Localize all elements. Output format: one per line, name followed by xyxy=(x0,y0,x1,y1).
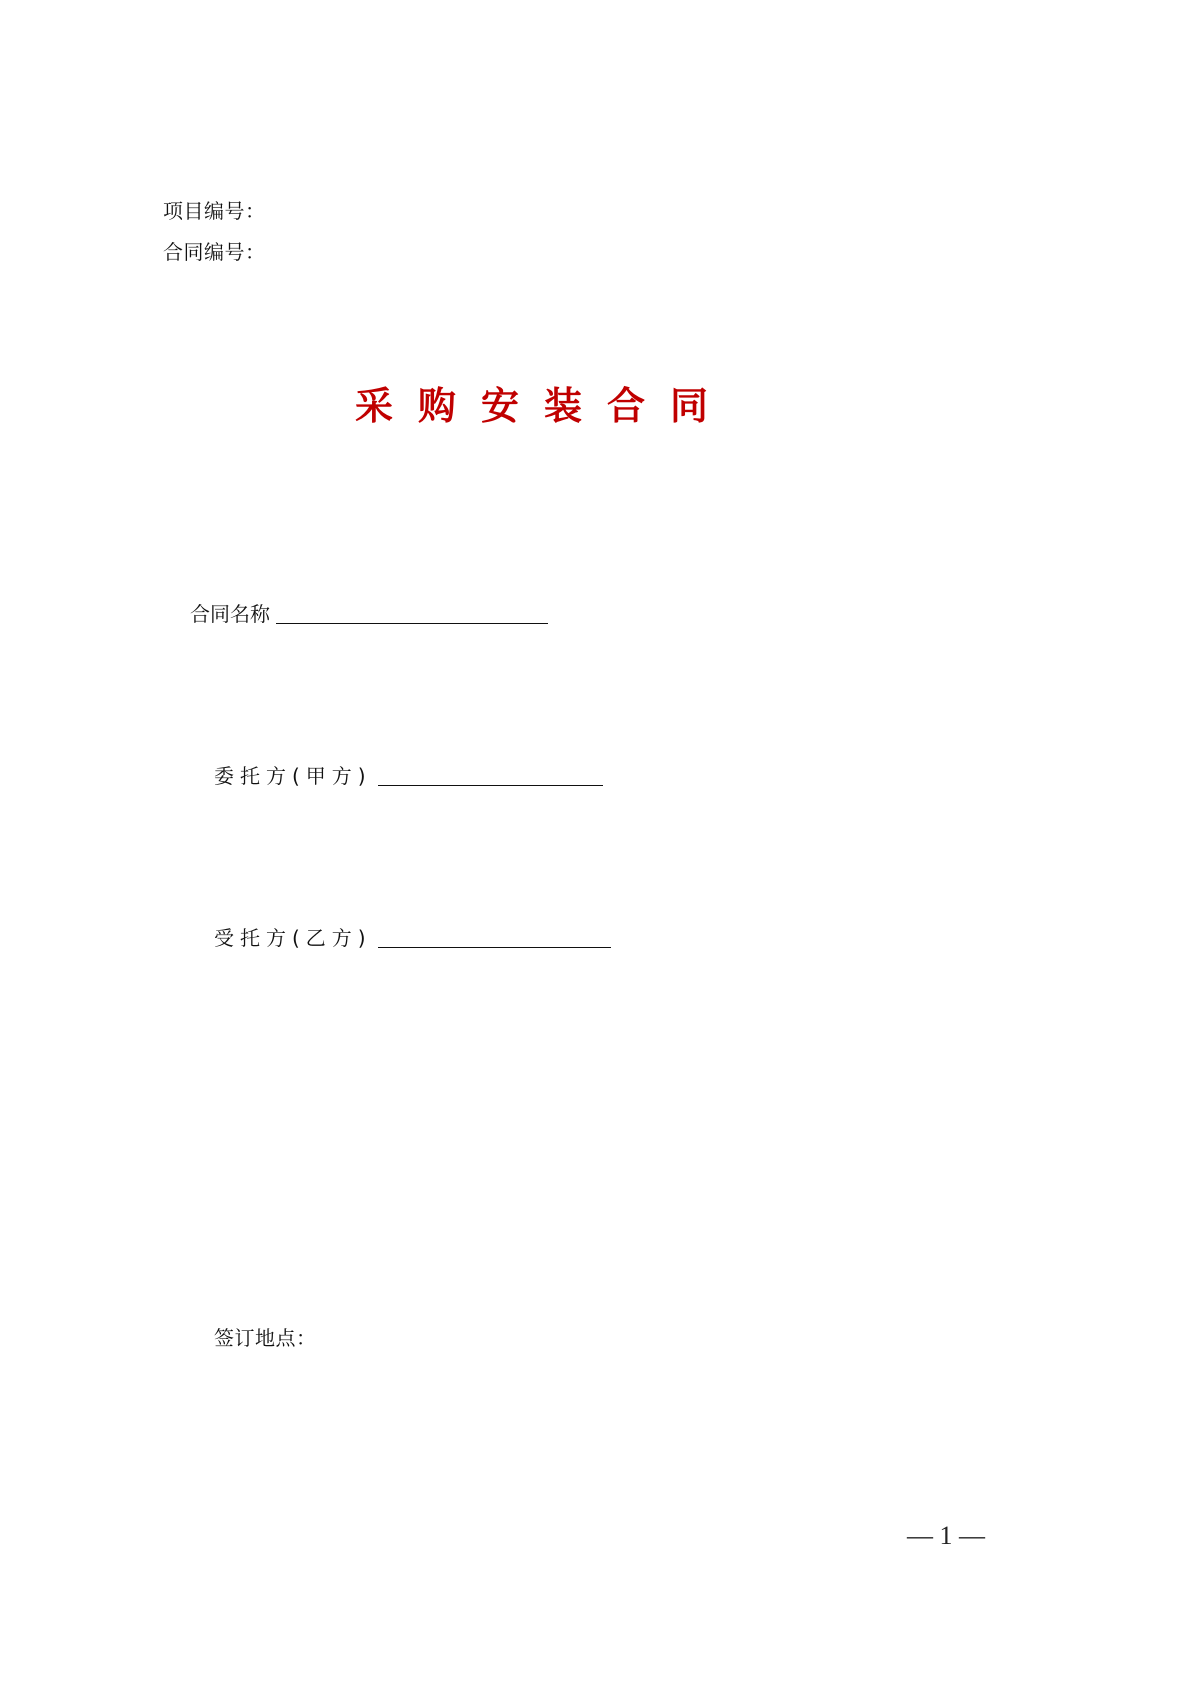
party-b-label: 受托方(乙方) xyxy=(214,926,372,950)
party-a-label: 委托方(甲方) xyxy=(214,764,372,788)
party-a-blank[interactable] xyxy=(378,765,603,786)
contract-name-field xyxy=(190,602,548,626)
contract-name-blank[interactable] xyxy=(276,603,548,624)
contract-name-label: 合同名称 xyxy=(190,602,270,626)
page-number: — 1 — xyxy=(907,1521,985,1550)
party-a-field xyxy=(214,764,603,788)
signing-place-label: 签订地点： xyxy=(214,1326,317,1350)
contract-number-label: 合同编号： xyxy=(163,240,266,264)
document-title: 采购安装合同 xyxy=(355,384,734,428)
project-number-label: 项目编号： xyxy=(163,199,266,223)
party-b-blank[interactable] xyxy=(378,927,611,948)
party-b-field xyxy=(214,926,611,950)
